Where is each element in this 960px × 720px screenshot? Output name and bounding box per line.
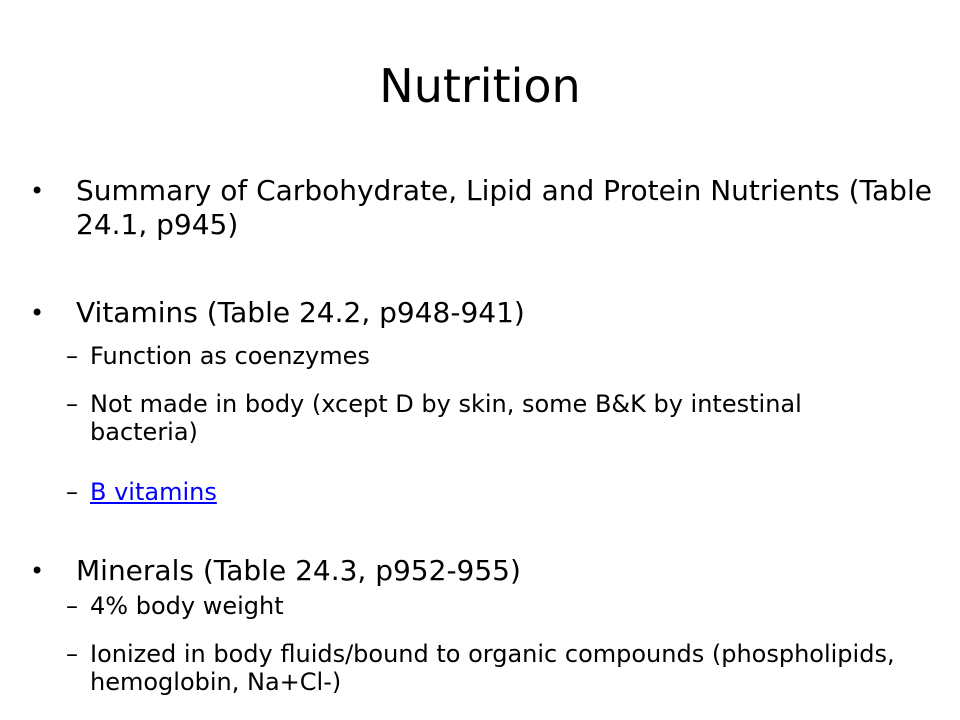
subitem-text: 4% body weight (90, 592, 284, 620)
subitem-dash: – (66, 478, 78, 506)
subitem-text: Function as coenzymes (90, 342, 370, 370)
subitem-dash: – (66, 592, 78, 620)
subitem-dash: – (66, 640, 78, 668)
b-vitamins-link[interactable]: B vitamins (90, 478, 217, 506)
slide-title: Nutrition (379, 59, 581, 113)
bullet-text: Minerals (Table 24.3, p952-955) (76, 554, 521, 587)
bullet-dot: • (30, 557, 45, 585)
bullet-dot: • (30, 177, 45, 205)
subitem-text: Ionized in body fluids/bound to organic compounds (phospholipids, hemoglobin, Na+Cl-) (90, 640, 895, 696)
bullet-dot: • (30, 299, 45, 327)
subitem-dash: – (66, 342, 78, 370)
subitem-dash: – (66, 390, 78, 418)
subitem-text: Not made in body (xcept D by skin, some B&K by intestinal bacteria) (90, 390, 802, 446)
bullet-text: Summary of Carbohydrate, Lipid and Protein Nutrients (Table 24.1, p945) (76, 174, 932, 241)
bullet-text: Vitamins (Table 24.2, p948-941) (76, 296, 525, 329)
